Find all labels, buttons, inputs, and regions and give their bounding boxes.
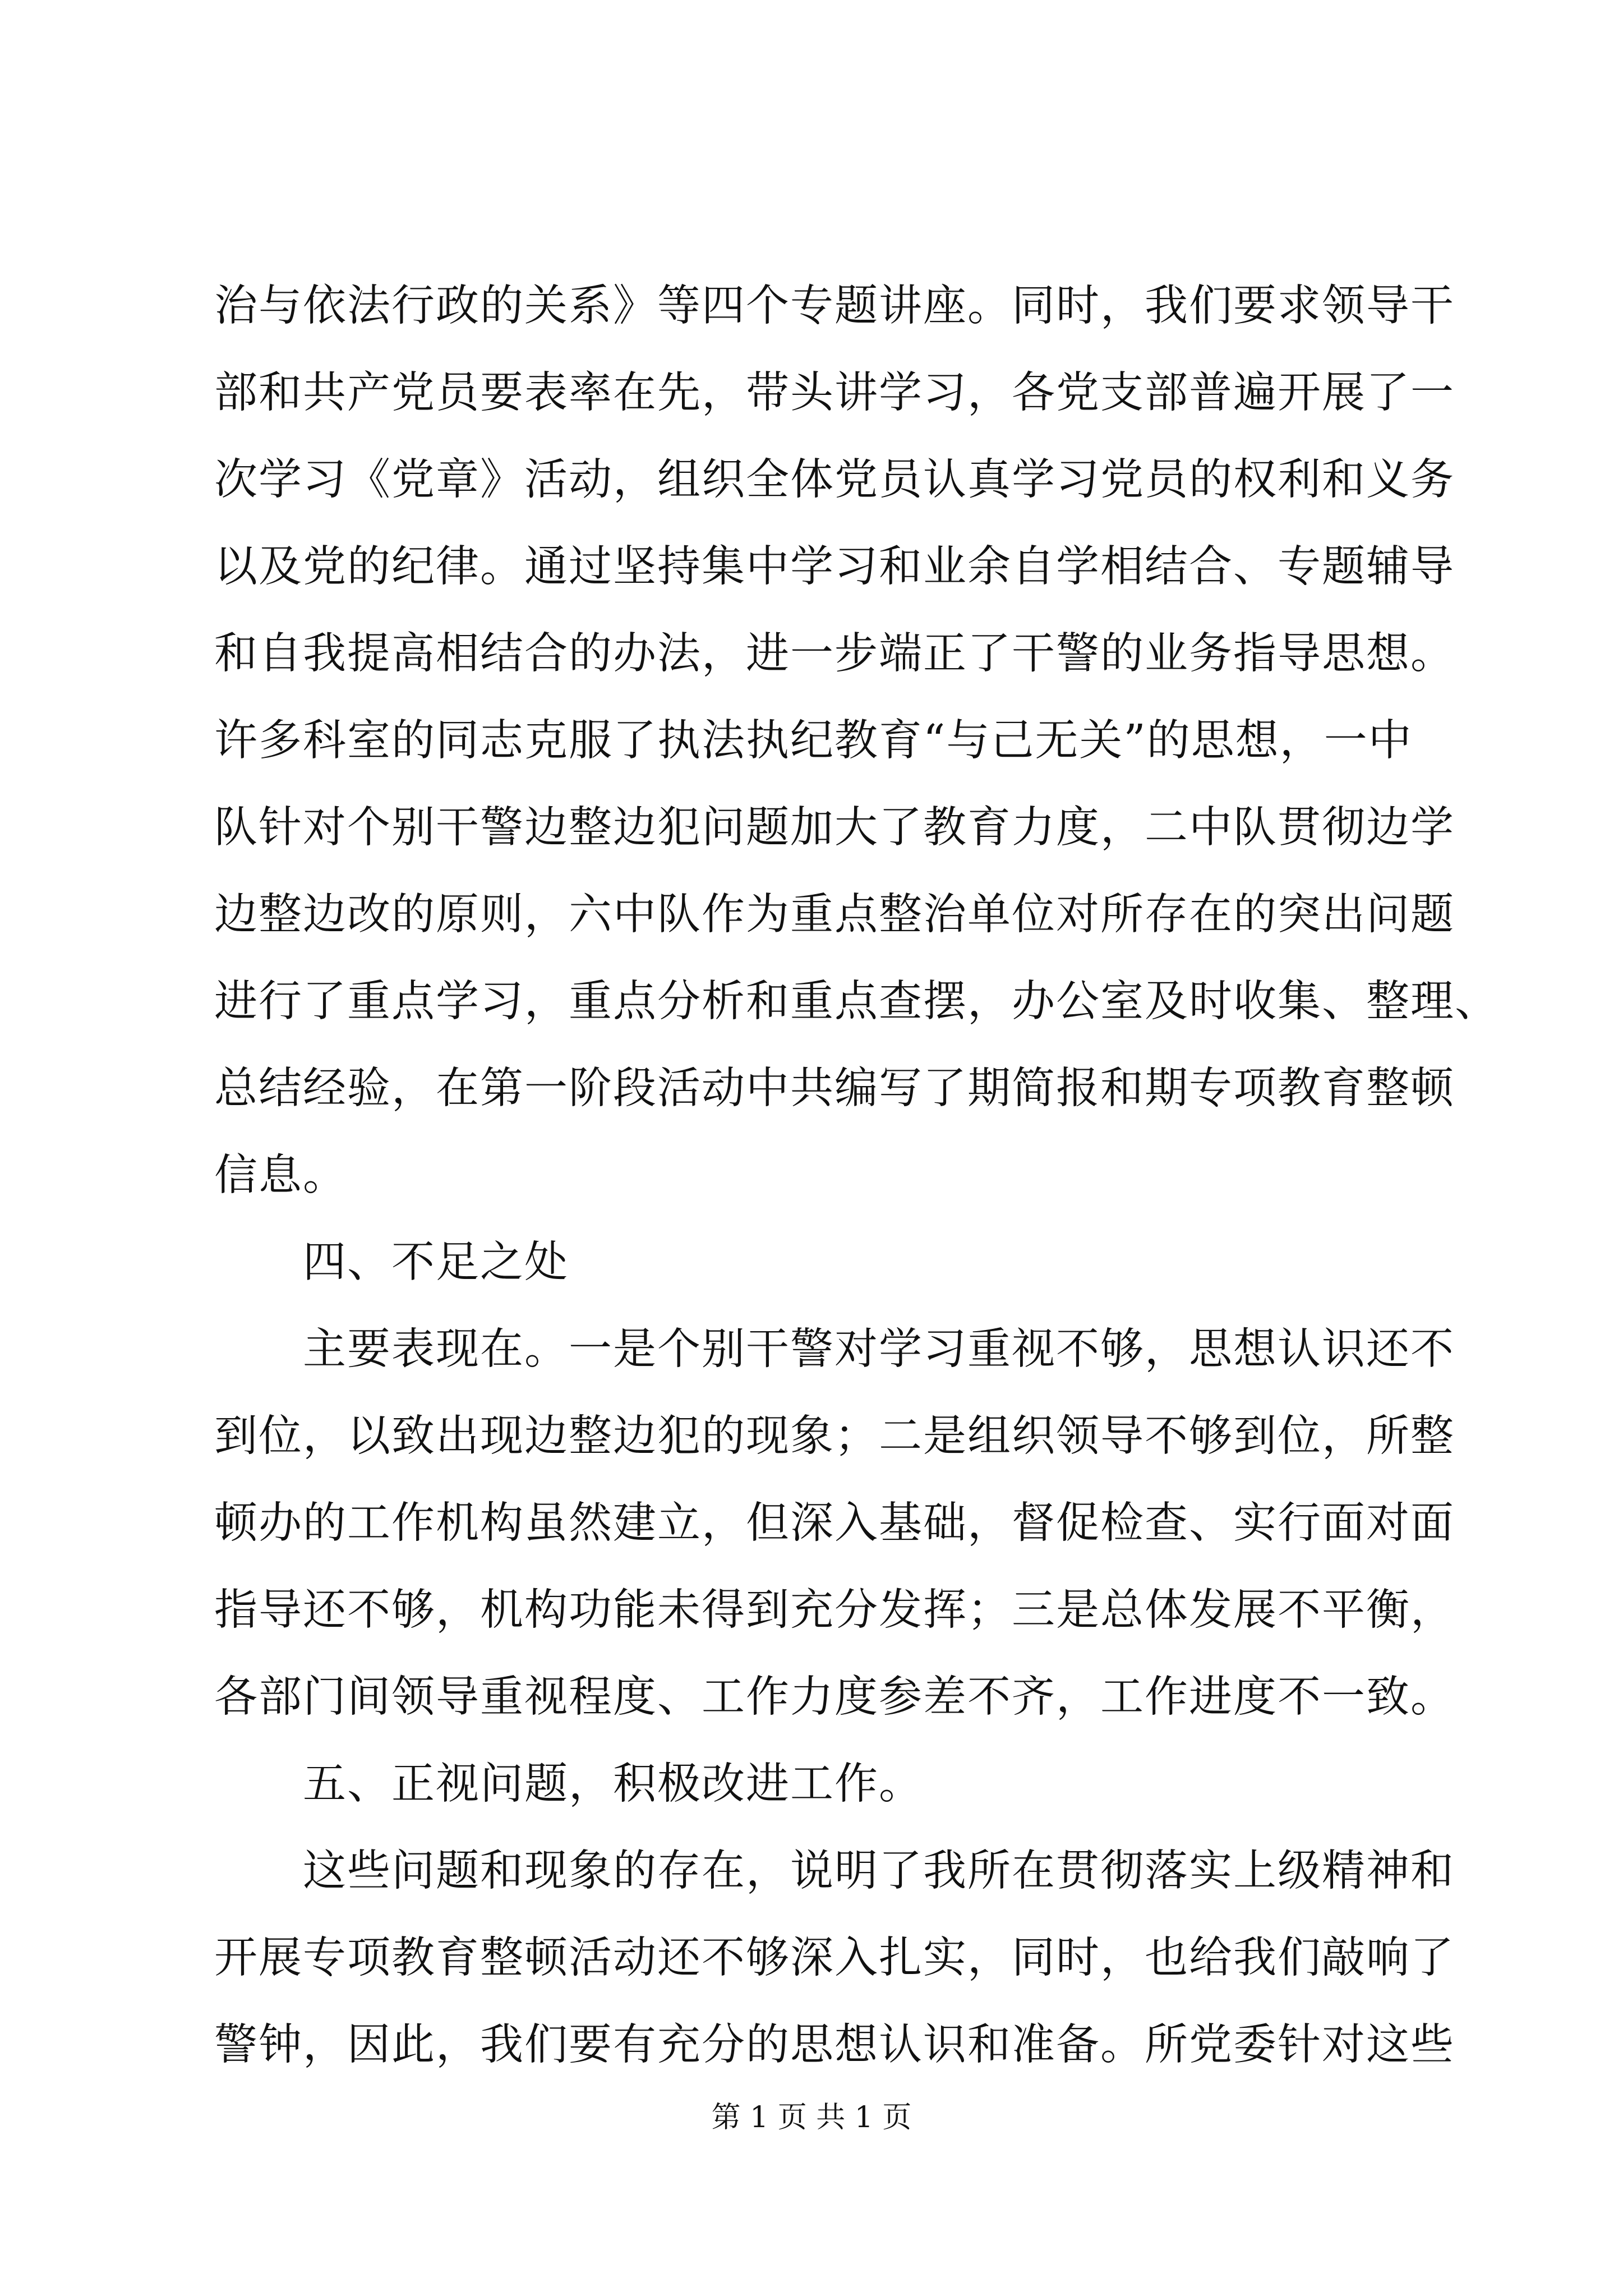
section-heading-four: 四、不足之处 xyxy=(303,1237,569,1287)
paragraph-line: 主要表现在。一是个别干警对学习重视不够，思想认识还不 xyxy=(303,1324,1455,1374)
paragraph-line: 指导还不够，机构功能未得到充分发挥；三是总体发展不平衡， xyxy=(214,1585,1455,1635)
paragraph-line: 到位，以致出现边整边犯的现象；二是组织领导不够到位，所整 xyxy=(214,1411,1455,1461)
paragraph-line: 总结经验，在第一阶段活动中共编写了期简报和期专项教育整顿 xyxy=(214,1064,1455,1114)
paragraph-line: 治与依法行政的关系》等四个专题讲座。同时，我们要求领导干 xyxy=(214,281,1455,331)
paragraph-line: 各部门间领导重视程度、工作力度参差不齐，工作进度不一致。 xyxy=(214,1672,1455,1722)
paragraph-line: 以及党的纪律。通过坚持集中学习和业余自学相结合、专题辅导 xyxy=(214,542,1455,592)
paragraph-line: 顿办的工作机构虽然建立，但深入基础，督促检查、实行面对面 xyxy=(214,1498,1455,1548)
paragraph-line: 部和共产党员要表率在先，带头讲学习，各党支部普遍开展了一 xyxy=(214,368,1455,418)
paragraph-line: 进行了重点学习，重点分析和重点查摆，办公室及时收集、整理、 xyxy=(214,977,1499,1027)
paragraph-line: 信息。 xyxy=(214,1151,347,1200)
page-number-label: 第 1 页 共 1 页 xyxy=(711,2101,912,2134)
paragraph-line: 次学习《党章》活动，组织全体党员认真学习党员的权利和义务 xyxy=(214,455,1455,505)
paragraph-line: 许多科室的同志克服了执法执纪教育“与己无关”的思想，一中 xyxy=(214,716,1413,766)
paragraph-line: 边整边改的原则，六中队作为重点整治单位对所存在的突出问题 xyxy=(214,890,1455,940)
paragraph-line: 这些问题和现象的存在，说明了我所在贯彻落实上级精神和 xyxy=(303,1846,1455,1896)
page-footer xyxy=(0,2101,1623,2134)
paragraph-line: 队针对个别干警边整边犯问题加大了教育力度，二中队贯彻边学 xyxy=(214,803,1455,853)
paragraph-line: 警钟，因此，我们要有充分的思想认识和准备。所党委针对这些 xyxy=(214,2020,1455,2070)
paragraph-line: 和自我提高相结合的办法，进一步端正了干警的业务指导思想。 xyxy=(214,629,1455,679)
paragraph-line: 开展专项教育整顿活动还不够深入扎实，同时，也给我们敲响了 xyxy=(214,1933,1455,1983)
document-body xyxy=(214,263,1499,2088)
section-heading-five: 五、正视问题，积极改进工作。 xyxy=(303,1759,923,1809)
